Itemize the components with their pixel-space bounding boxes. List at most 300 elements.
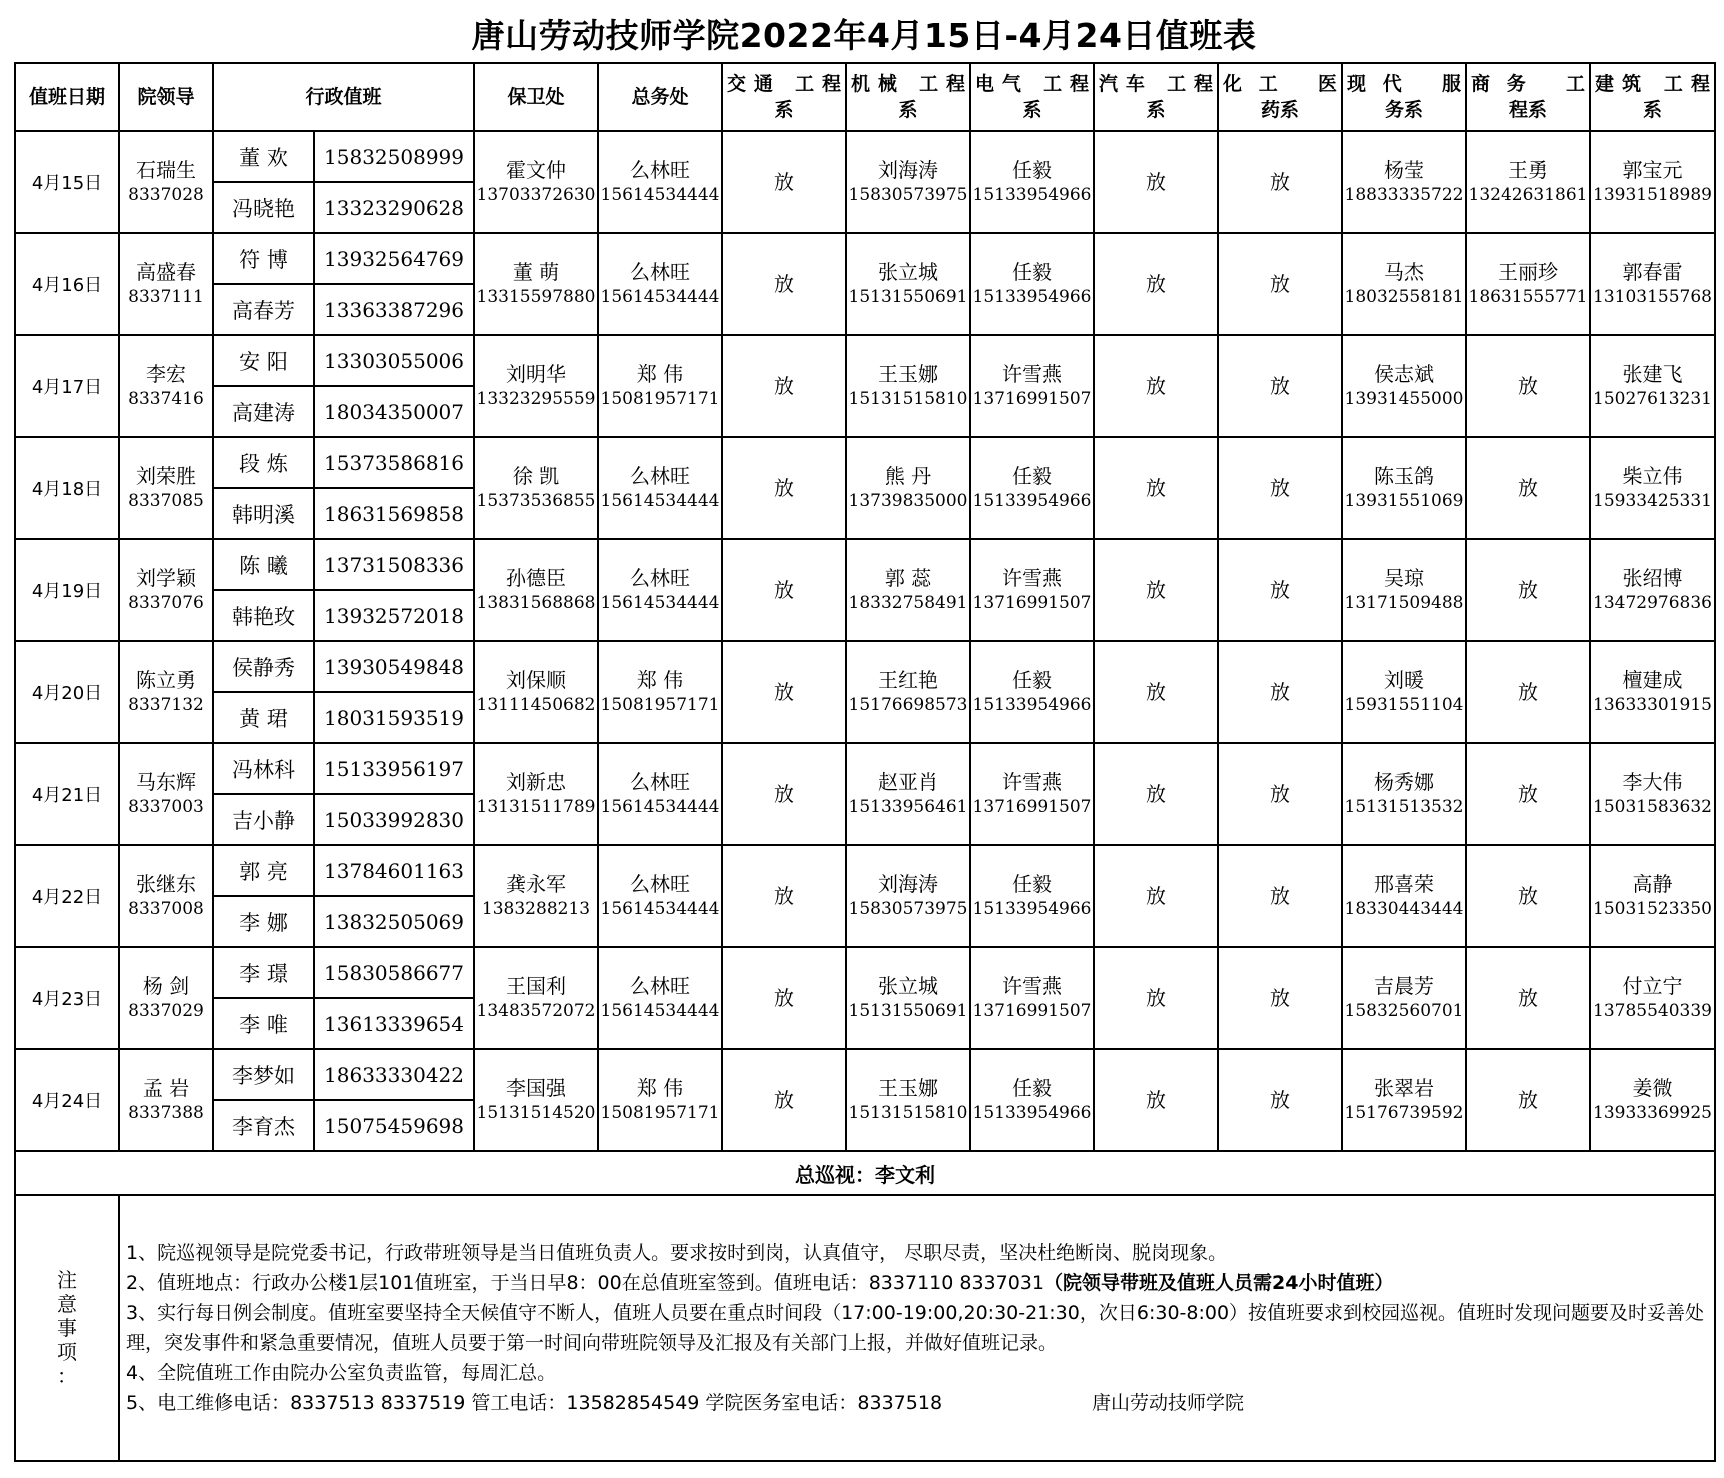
general-affairs-duty — [598, 641, 722, 743]
dept-duty-d2-phone: 13739835000 — [848, 491, 968, 511]
dept-duty-d6 — [1342, 131, 1466, 233]
dept-duty-d6-name: 刘暖 — [1384, 668, 1425, 692]
leader-name: 高盛春 — [136, 260, 196, 284]
roster-body — [15, 131, 1715, 1151]
security-duty-name: 刘新忠 — [506, 770, 567, 794]
dept-duty-d7-phone: 13242631861 — [1468, 185, 1588, 205]
general-affairs-duty — [598, 539, 722, 641]
dept-duty-d7-name: 王勇 — [1508, 158, 1549, 182]
dept-duty-d1 — [722, 845, 846, 947]
dept-duty-d6-name: 陈玉鸽 — [1374, 464, 1435, 488]
dept-duty-d3-name: 任毅 — [1012, 260, 1053, 284]
dept-duty-d6-phone: 18833335722 — [1344, 185, 1464, 205]
admin-duty-name: 李 唯 — [213, 998, 314, 1049]
dept-duty-d1 — [722, 233, 846, 335]
dept-duty-d4 — [1094, 233, 1218, 335]
dept-duty-d6-name: 吉晨芳 — [1374, 974, 1435, 998]
dept-duty-d5-name: 放 — [1270, 476, 1291, 500]
dept-duty-d4 — [1094, 947, 1218, 1049]
dept-duty-d1 — [722, 539, 846, 641]
dept-duty-d1 — [722, 335, 846, 437]
general-affairs-duty-phone: 15614534444 — [600, 899, 720, 919]
header-admin: 行政值班 — [213, 63, 474, 131]
dept-duty-d2-name: 熊 丹 — [884, 464, 932, 488]
dept-duty-d2-phone: 15133956461 — [848, 797, 968, 817]
duty-date: 4月20日 — [15, 641, 119, 743]
general-affairs-duty-name: 郑 伟 — [636, 668, 684, 692]
admin-duty-phone: 15033992830 — [314, 794, 474, 845]
admin-duty-phone: 18633330422 — [314, 1049, 474, 1100]
header-dept6: 现代 服 务系 — [1342, 63, 1466, 131]
security-duty-phone: 13703372630 — [476, 185, 596, 205]
dept-duty-d2 — [846, 437, 970, 539]
dept-duty-d2-phone: 15131515810 — [848, 1103, 968, 1123]
dept-duty-d7 — [1466, 743, 1590, 845]
security-duty-phone: 1383288213 — [481, 899, 591, 919]
general-patrol: 总巡视：李文利 — [15, 1151, 1715, 1195]
general-affairs-duty — [598, 845, 722, 947]
table-row — [15, 233, 1715, 284]
dept-duty-d6-phone: 13931455000 — [1344, 389, 1464, 409]
security-duty — [474, 335, 598, 437]
admin-duty-phone: 13613339654 — [314, 998, 474, 1049]
dept-duty-d4 — [1094, 641, 1218, 743]
dept-duty-d8-phone: 13103155768 — [1593, 287, 1712, 307]
dept-duty-d4 — [1094, 335, 1218, 437]
dept-duty-d3 — [970, 233, 1094, 335]
security-duty — [474, 539, 598, 641]
general-affairs-duty-phone: 15614534444 — [600, 287, 720, 307]
general-affairs-duty-phone: 15614534444 — [600, 491, 720, 511]
dept-duty-d3-phone: 15133954966 — [972, 491, 1092, 511]
header-dept5: 化工 医 药系 — [1218, 63, 1342, 131]
leader-name: 马东辉 — [136, 770, 196, 794]
leader — [119, 233, 213, 335]
signature: 唐山劳动技师学院 — [1092, 1392, 1245, 1414]
dept-duty-d3 — [970, 947, 1094, 1049]
leader-phone: 8337388 — [128, 1103, 204, 1123]
duty-date: 4月22日 — [15, 845, 119, 947]
table-row — [15, 743, 1715, 794]
dept-duty-d5 — [1218, 947, 1342, 1049]
dept-duty-d2-name: 刘海涛 — [878, 872, 939, 896]
security-duty-name: 刘明华 — [506, 362, 567, 386]
header-dept2: 机械 工程 系 — [846, 63, 970, 131]
security-duty-phone: 15373536855 — [476, 491, 596, 511]
dept-duty-d3-phone: 15133954966 — [972, 185, 1092, 205]
dept-duty-d5 — [1218, 743, 1342, 845]
admin-duty-name: 冯林科 — [213, 743, 314, 794]
dept-duty-d8 — [1590, 947, 1715, 1049]
duty-date: 4月24日 — [15, 1049, 119, 1151]
general-affairs-duty-phone: 15614534444 — [600, 797, 720, 817]
dept-duty-d6 — [1342, 233, 1466, 335]
dept-duty-d8 — [1590, 539, 1715, 641]
dept-duty-d7-name: 放 — [1518, 782, 1539, 806]
dept-duty-d3 — [970, 743, 1094, 845]
dept-duty-d2-name: 张立城 — [878, 260, 939, 284]
dept-duty-d7-name: 放 — [1518, 476, 1539, 500]
admin-duty-name: 冯晓艳 — [213, 182, 314, 233]
dept-duty-d4 — [1094, 743, 1218, 845]
leader-name: 杨 剑 — [142, 974, 190, 998]
general-affairs-duty-phone: 15081957171 — [600, 695, 720, 715]
header-dept1: 交通 工程 系 — [722, 63, 846, 131]
dept-duty-d8-name: 檀建成 — [1622, 668, 1683, 692]
dept-duty-d5-name: 放 — [1270, 986, 1291, 1010]
dept-duty-d6-phone: 18032558181 — [1344, 287, 1464, 307]
dept-duty-d7 — [1466, 335, 1590, 437]
dept-duty-d4 — [1094, 131, 1218, 233]
leader-phone: 8337028 — [128, 185, 204, 205]
dept-duty-d4-name: 放 — [1146, 272, 1167, 296]
dept-duty-d2 — [846, 233, 970, 335]
dept-duty-d2-name: 张立城 — [878, 974, 939, 998]
dept-duty-d7-name: 放 — [1518, 578, 1539, 602]
dept-duty-d4 — [1094, 437, 1218, 539]
dept-duty-d7 — [1466, 233, 1590, 335]
leader-phone: 8337132 — [128, 695, 204, 715]
general-affairs-duty-name: 么林旺 — [630, 566, 691, 590]
dept-duty-d8-phone: 13933369925 — [1593, 1103, 1712, 1123]
table-row — [15, 947, 1715, 998]
dept-duty-d8-phone: 13472976836 — [1593, 593, 1712, 613]
dept-duty-d7-name: 放 — [1518, 374, 1539, 398]
security-duty-name: 王国利 — [506, 974, 567, 998]
dept-duty-d2-phone: 15131515810 — [848, 389, 968, 409]
dept-duty-d3-phone: 15133954966 — [972, 287, 1092, 307]
dept-duty-d5 — [1218, 641, 1342, 743]
dept-duty-d4-name: 放 — [1146, 782, 1167, 806]
dept-duty-d6 — [1342, 335, 1466, 437]
dept-duty-d8-phone: 15933425331 — [1593, 491, 1712, 511]
table-row — [15, 131, 1715, 182]
dept-duty-d6-phone: 15176739592 — [1344, 1103, 1464, 1123]
admin-duty-name: 李 娜 — [213, 896, 314, 947]
dept-duty-d3-phone: 15133954966 — [972, 1103, 1092, 1123]
dept-duty-d6-name: 吴琼 — [1384, 566, 1425, 590]
dept-duty-d1-name: 放 — [774, 170, 795, 194]
security-duty-phone: 13323295559 — [476, 389, 596, 409]
dept-duty-d2-phone: 15131550691 — [848, 1001, 968, 1021]
dept-duty-d5-name: 放 — [1270, 1088, 1291, 1112]
dept-duty-d3-phone: 13716991507 — [972, 593, 1092, 613]
leader-name: 李宏 — [146, 362, 186, 386]
dept-duty-d3-name: 任毅 — [1012, 872, 1053, 896]
dept-duty-d2-phone: 15830573975 — [848, 185, 968, 205]
dept-duty-d6-phone: 15832560701 — [1344, 1001, 1464, 1021]
dept-duty-d7-name: 王丽珍 — [1498, 260, 1559, 284]
leader-phone: 8337008 — [128, 899, 204, 919]
dept-duty-d8-phone: 15031523350 — [1593, 899, 1712, 919]
leader — [119, 743, 213, 845]
dept-duty-d8-name: 姜微 — [1632, 1076, 1673, 1100]
table-row — [15, 437, 1715, 488]
admin-duty-name: 高建涛 — [213, 386, 314, 437]
dept-duty-d3-name: 许雪燕 — [1002, 974, 1063, 998]
security-duty-name: 龚永军 — [506, 872, 567, 896]
admin-duty-phone: 15830586677 — [314, 947, 474, 998]
general-affairs-duty-name: 么林旺 — [630, 770, 691, 794]
admin-duty-phone: 18631569858 — [314, 488, 474, 539]
security-duty-name: 刘保顺 — [506, 668, 567, 692]
dept-duty-d2-name: 郭 蕊 — [884, 566, 932, 590]
leader-phone: 8337111 — [128, 287, 204, 307]
leader — [119, 845, 213, 947]
dept-duty-d1-name: 放 — [774, 272, 795, 296]
dept-duty-d5 — [1218, 335, 1342, 437]
note-3: 3、实行每日例会制度。值班室要坚持全天候值守不断人，值班人员要在重点时间段（17:00-19:00,20:30-21:30，次日6:30-8:00）按值班要求到校园巡视。值班时发现问题要及时妥善处理，突发事件和紧急重要情况，值班人员要于第一时间向带班院领导及汇报及有关部门上报，并做好值班记录。 — [126, 1302, 1705, 1354]
dept-duty-d3-phone: 13716991507 — [972, 797, 1092, 817]
security-duty — [474, 1049, 598, 1151]
note-2: 2、值班地点：行政办公楼1层101值班室，于当日早8：00在总值班室签到。值班电话：8337110 8337031（院领导带班及值班人员需24小时值班） — [126, 1272, 1394, 1294]
dept-duty-d1 — [722, 131, 846, 233]
general-affairs-duty — [598, 233, 722, 335]
leader — [119, 539, 213, 641]
dept-duty-d2 — [846, 131, 970, 233]
dept-duty-d1 — [722, 1049, 846, 1151]
notes-content — [119, 1195, 1715, 1461]
dept-duty-d7 — [1466, 131, 1590, 233]
table-row — [15, 335, 1715, 386]
admin-duty-name: 郭 亮 — [213, 845, 314, 896]
security-duty-phone: 13831568868 — [476, 593, 596, 613]
duty-date: 4月16日 — [15, 233, 119, 335]
general-affairs-duty — [598, 947, 722, 1049]
security-duty-name: 李国强 — [506, 1076, 567, 1100]
general-affairs-duty-name: 么林旺 — [630, 974, 691, 998]
security-duty-phone: 13483572072 — [476, 1001, 596, 1021]
general-affairs-duty — [598, 131, 722, 233]
dept-duty-d2 — [846, 539, 970, 641]
leader-name: 刘荣胜 — [136, 464, 196, 488]
dept-duty-d6-name: 邢喜荣 — [1374, 872, 1435, 896]
dept-duty-d3-name: 任毅 — [1012, 158, 1053, 182]
duty-date: 4月19日 — [15, 539, 119, 641]
dept-duty-d8-name: 郭宝元 — [1622, 158, 1683, 182]
general-affairs-duty-phone: 15614534444 — [600, 1001, 720, 1021]
dept-duty-d4 — [1094, 845, 1218, 947]
dept-duty-d2 — [846, 845, 970, 947]
dept-duty-d5-name: 放 — [1270, 578, 1291, 602]
security-duty-name: 孙德臣 — [506, 566, 567, 590]
dept-duty-d6 — [1342, 1049, 1466, 1151]
admin-duty-name: 高春芳 — [213, 284, 314, 335]
note-1: 1、院巡视领导是院党委书记，行政带班领导是当日值班负责人。要求按时到岗，认真值守， 尽职尽责，坚决杜绝断岗、脱岗现象。 — [126, 1242, 1228, 1264]
dept-duty-d6-name: 杨莹 — [1384, 158, 1425, 182]
dept-duty-d1 — [722, 743, 846, 845]
dept-duty-d6 — [1342, 539, 1466, 641]
dept-duty-d8 — [1590, 233, 1715, 335]
general-affairs-duty-phone: 15081957171 — [600, 1103, 720, 1123]
security-duty — [474, 437, 598, 539]
security-duty-phone: 13111450682 — [476, 695, 596, 715]
dept-duty-d2-name: 王玉娜 — [878, 1076, 939, 1100]
dept-duty-d6-name: 杨秀娜 — [1374, 770, 1435, 794]
dept-duty-d5-name: 放 — [1270, 782, 1291, 806]
dept-duty-d3 — [970, 437, 1094, 539]
security-duty — [474, 131, 598, 233]
leader — [119, 437, 213, 539]
dept-duty-d8-name: 高静 — [1632, 872, 1673, 896]
leader-name: 刘学颖 — [136, 566, 196, 590]
dept-duty-d3 — [970, 131, 1094, 233]
dept-duty-d6-name: 马杰 — [1384, 260, 1425, 284]
security-duty-name: 徐 凯 — [512, 464, 560, 488]
dept-duty-d7 — [1466, 1049, 1590, 1151]
general-affairs-duty-name: 么林旺 — [630, 872, 691, 896]
dept-duty-d5-name: 放 — [1270, 374, 1291, 398]
admin-duty-name: 李 璟 — [213, 947, 314, 998]
dept-duty-d3-name: 任毅 — [1012, 668, 1053, 692]
dept-duty-d3-name: 许雪燕 — [1002, 362, 1063, 386]
dept-duty-d8-name: 柴立伟 — [1622, 464, 1683, 488]
dept-duty-d1-name: 放 — [774, 476, 795, 500]
admin-duty-name: 韩艳玫 — [213, 590, 314, 641]
admin-duty-phone: 13930549848 — [314, 641, 474, 692]
leader-name: 孟 岩 — [142, 1076, 190, 1100]
dept-duty-d2-phone: 15830573975 — [848, 899, 968, 919]
dept-duty-d6 — [1342, 641, 1466, 743]
general-affairs-duty-name: 郑 伟 — [636, 362, 684, 386]
dept-duty-d2-name: 刘海涛 — [878, 158, 939, 182]
admin-duty-phone: 18034350007 — [314, 386, 474, 437]
admin-duty-name: 李育杰 — [213, 1100, 314, 1151]
security-duty-name: 霍文仲 — [506, 158, 567, 182]
dept-duty-d7 — [1466, 641, 1590, 743]
general-affairs-duty — [598, 1049, 722, 1151]
dept-duty-d8-phone: 13633301915 — [1593, 695, 1712, 715]
dept-duty-d4-name: 放 — [1146, 374, 1167, 398]
leader-phone: 8337076 — [128, 593, 204, 613]
dept-duty-d5 — [1218, 1049, 1342, 1151]
general-affairs-duty-name: 么林旺 — [630, 158, 691, 182]
dept-duty-d5 — [1218, 131, 1342, 233]
admin-duty-name: 陈 曦 — [213, 539, 314, 590]
dept-duty-d4-name: 放 — [1146, 1088, 1167, 1112]
note-4: 4、全院值班工作由院办公室负责监管，每周汇总。 — [126, 1362, 557, 1384]
leader-phone: 8337003 — [128, 797, 204, 817]
dept-duty-d5 — [1218, 845, 1342, 947]
dept-duty-d7 — [1466, 947, 1590, 1049]
general-affairs-duty — [598, 743, 722, 845]
dept-duty-d1 — [722, 437, 846, 539]
general-affairs-duty — [598, 437, 722, 539]
dept-duty-d5 — [1218, 437, 1342, 539]
dept-duty-d4-name: 放 — [1146, 680, 1167, 704]
dept-duty-d8 — [1590, 437, 1715, 539]
dept-duty-d2 — [846, 641, 970, 743]
note-5: 5、电工维修电话：8337513 8337519 管工电话：13582854549 学院医务室电话：8337518 唐山劳动技师学院 — [126, 1388, 1708, 1418]
dept-duty-d6-name: 侯志斌 — [1374, 362, 1435, 386]
general-affairs-duty-phone: 15081957171 — [600, 389, 720, 409]
dept-duty-d8 — [1590, 131, 1715, 233]
admin-duty-name: 安 阳 — [213, 335, 314, 386]
duty-date: 4月21日 — [15, 743, 119, 845]
admin-duty-name: 黄 珺 — [213, 692, 314, 743]
header-dept4: 汽车 工程 系 — [1094, 63, 1218, 131]
dept-duty-d1-name: 放 — [774, 986, 795, 1010]
dept-duty-d5-name: 放 — [1270, 170, 1291, 194]
dept-duty-d4-name: 放 — [1146, 578, 1167, 602]
dept-duty-d1 — [722, 641, 846, 743]
dept-duty-d1-name: 放 — [774, 374, 795, 398]
security-duty — [474, 233, 598, 335]
dept-duty-d6-phone: 13171509488 — [1344, 593, 1464, 613]
security-duty-phone: 13131511789 — [476, 797, 596, 817]
leader-name: 张继东 — [136, 872, 196, 896]
admin-duty-name: 李梦如 — [213, 1049, 314, 1100]
leader-name: 石瑞生 — [136, 158, 196, 182]
admin-duty-phone: 13731508336 — [314, 539, 474, 590]
admin-duty-name: 韩明溪 — [213, 488, 314, 539]
security-duty-phone: 13315597880 — [476, 287, 596, 307]
admin-duty-phone: 13932564769 — [314, 233, 474, 284]
dept-duty-d2-phone: 15176698573 — [848, 695, 968, 715]
dept-duty-d1-name: 放 — [774, 884, 795, 908]
table-row — [15, 539, 1715, 590]
page-title: 唐山劳动技师学院2022年4月15日-4月24日值班表 — [471, 16, 1257, 55]
leader — [119, 131, 213, 233]
patrol-row — [15, 1151, 1715, 1195]
admin-duty-name: 侯静秀 — [213, 641, 314, 692]
dept-duty-d4 — [1094, 539, 1218, 641]
dept-duty-d7-name: 放 — [1518, 986, 1539, 1010]
leader-phone: 8337029 — [128, 1001, 204, 1021]
dept-duty-d5-name: 放 — [1270, 884, 1291, 908]
dept-duty-d8-name: 张绍博 — [1622, 566, 1683, 590]
dept-duty-d4-name: 放 — [1146, 476, 1167, 500]
dept-duty-d6 — [1342, 947, 1466, 1049]
dept-duty-d3-name: 任毅 — [1012, 1076, 1053, 1100]
dept-duty-d5 — [1218, 233, 1342, 335]
dept-duty-d7-name: 放 — [1518, 884, 1539, 908]
table-row — [15, 641, 1715, 692]
admin-duty-phone: 13303055006 — [314, 335, 474, 386]
dept-duty-d4 — [1094, 1049, 1218, 1151]
header-general: 总务处 — [598, 63, 722, 131]
dept-duty-d1-name: 放 — [774, 782, 795, 806]
security-duty — [474, 641, 598, 743]
dept-duty-d6-phone: 13931551069 — [1344, 491, 1464, 511]
dept-duty-d8-phone: 15027613231 — [1593, 389, 1712, 409]
leader — [119, 1049, 213, 1151]
duty-table — [14, 62, 1716, 1462]
admin-duty-phone: 15373586816 — [314, 437, 474, 488]
general-affairs-duty — [598, 335, 722, 437]
admin-duty-phone: 15075459698 — [314, 1100, 474, 1151]
dept-duty-d5-name: 放 — [1270, 272, 1291, 296]
notes-row — [15, 1195, 1715, 1461]
dept-duty-d8-phone: 15031583632 — [1593, 797, 1712, 817]
dept-duty-d3 — [970, 641, 1094, 743]
dept-duty-d3-name: 许雪燕 — [1002, 566, 1063, 590]
dept-duty-d7 — [1466, 539, 1590, 641]
leader-phone: 8337416 — [128, 389, 204, 409]
dept-duty-d8-name: 李大伟 — [1622, 770, 1683, 794]
general-affairs-duty-name: 郑 伟 — [636, 1076, 684, 1100]
dept-duty-d3 — [970, 335, 1094, 437]
general-affairs-duty-name: 么林旺 — [630, 260, 691, 284]
admin-duty-phone: 13363387296 — [314, 284, 474, 335]
leader — [119, 335, 213, 437]
dept-duty-d2-name: 赵亚肖 — [878, 770, 939, 794]
dept-duty-d2 — [846, 743, 970, 845]
admin-duty-name: 董 欢 — [213, 131, 314, 182]
dept-duty-d6 — [1342, 437, 1466, 539]
dept-duty-d3-phone: 15133954966 — [972, 899, 1092, 919]
leader — [119, 947, 213, 1049]
